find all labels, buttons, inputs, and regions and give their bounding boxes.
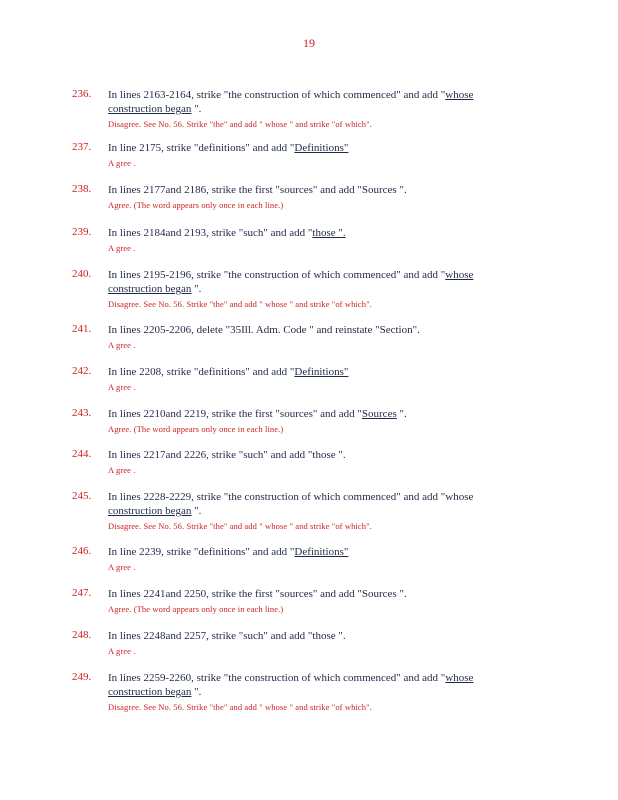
response-note: A gree . xyxy=(108,382,136,392)
instruction-text: In lines 2184and 2193, strike "such" and add "those ". xyxy=(108,227,346,239)
instruction-text: In line 2175, strike "definitions" and add "Definitions" xyxy=(108,142,349,154)
item-body xyxy=(108,323,528,352)
item-body xyxy=(108,545,528,574)
item-number: 247. xyxy=(72,587,92,599)
instruction-continuation: construction began ". xyxy=(108,505,202,517)
item-body xyxy=(108,141,528,170)
added-text: Definitions" xyxy=(294,546,349,558)
item-body xyxy=(108,448,528,477)
item-body xyxy=(108,226,528,255)
item-number: 241. xyxy=(72,323,92,335)
instruction-text: In lines 2248and 2257, strike "such" and add "those ". xyxy=(108,630,346,642)
item-body xyxy=(108,183,528,212)
instruction-text: In lines 2217and 2226, strike "such" and add "those ". xyxy=(108,449,346,461)
instruction-text: In lines 2195-2196, strike "the construction of which commenced" and add "whose xyxy=(108,269,474,281)
item-number: 239. xyxy=(72,226,92,238)
item-body xyxy=(108,88,528,131)
response-note: Disagree. See No. 56. Strike "the" and add " whose " and strike "of which". xyxy=(108,521,372,531)
instruction-text: In lines 2163-2164, strike "the construction of which commenced" and add "whose xyxy=(108,89,474,101)
item-number: 240. xyxy=(72,268,92,280)
item-number: 237. xyxy=(72,141,92,153)
item-body xyxy=(108,629,528,658)
added-text: whose xyxy=(445,89,474,101)
item-number: 249. xyxy=(72,671,92,683)
instruction-continuation: construction began ". xyxy=(108,103,202,115)
instruction-text: In line 2239, strike "definitions" and add "Definitions" xyxy=(108,546,349,558)
instruction-text: In lines 2241and 2250, strike the first "sources" and add "Sources ". xyxy=(108,588,407,600)
item-number: 248. xyxy=(72,629,92,641)
added-text: Sources xyxy=(361,408,397,420)
response-note: A gree . xyxy=(108,465,136,475)
item-number: 238. xyxy=(72,183,92,195)
response-note: Disagree. See No. 56. Strike "the" and add " whose " and strike "of which". xyxy=(108,119,372,129)
item-number: 246. xyxy=(72,545,92,557)
response-note: Agree. (The word appears only once in each line.) xyxy=(108,604,284,614)
added-text: Definitions" xyxy=(294,142,349,154)
instruction-continuation: construction began ". xyxy=(108,283,202,295)
item-body xyxy=(108,671,528,714)
item-body xyxy=(108,587,528,616)
instruction-text: In lines 2177and 2186, strike the first "sources" and add "Sources ". xyxy=(108,184,407,196)
item-number: 242. xyxy=(72,365,92,377)
response-note: A gree . xyxy=(108,243,136,253)
added-text: whose xyxy=(445,672,474,684)
response-note: Agree. (The word appears only once in each line.) xyxy=(108,424,284,434)
instruction-continuation: construction began ". xyxy=(108,686,202,698)
instruction-text: In lines 2259-2260, strike "the construction of which commenced" and add "whose xyxy=(108,672,474,684)
instruction-text: In line 2208, strike "definitions" and add "Definitions" xyxy=(108,366,349,378)
item-body xyxy=(108,268,528,311)
response-note: Disagree. See No. 56. Strike "the" and add " whose " and strike "of which". xyxy=(108,702,372,712)
added-text: those ". xyxy=(312,227,346,239)
amendment-item xyxy=(72,671,532,743)
item-number: 236. xyxy=(72,88,92,100)
page-number: 19 xyxy=(303,36,315,50)
response-note: A gree . xyxy=(108,562,136,572)
item-number: 244. xyxy=(72,448,92,460)
response-note: A gree . xyxy=(108,646,136,656)
instruction-text: In lines 2205-2206, delete "35Ill. Adm. Code " and reinstate "Section". xyxy=(108,324,420,336)
response-note: A gree . xyxy=(108,340,136,350)
item-body xyxy=(108,407,528,436)
response-note: Agree. (The word appears only once in each line.) xyxy=(108,200,284,210)
response-note: A gree . xyxy=(108,158,136,168)
response-note: Disagree. See No. 56. Strike "the" and add " whose " and strike "of which". xyxy=(108,299,372,309)
added-text: whose xyxy=(445,269,474,281)
item-number: 245. xyxy=(72,490,92,502)
added-text: Definitions" xyxy=(294,366,349,378)
item-number: 243. xyxy=(72,407,92,419)
item-body xyxy=(108,490,528,533)
item-body xyxy=(108,365,528,394)
instruction-text: In lines 2210and 2219, strike the first "sources" and add "Sources ". xyxy=(108,408,407,420)
instruction-text: In lines 2228-2229, strike "the construction of which commenced" and add "whose xyxy=(108,491,474,503)
